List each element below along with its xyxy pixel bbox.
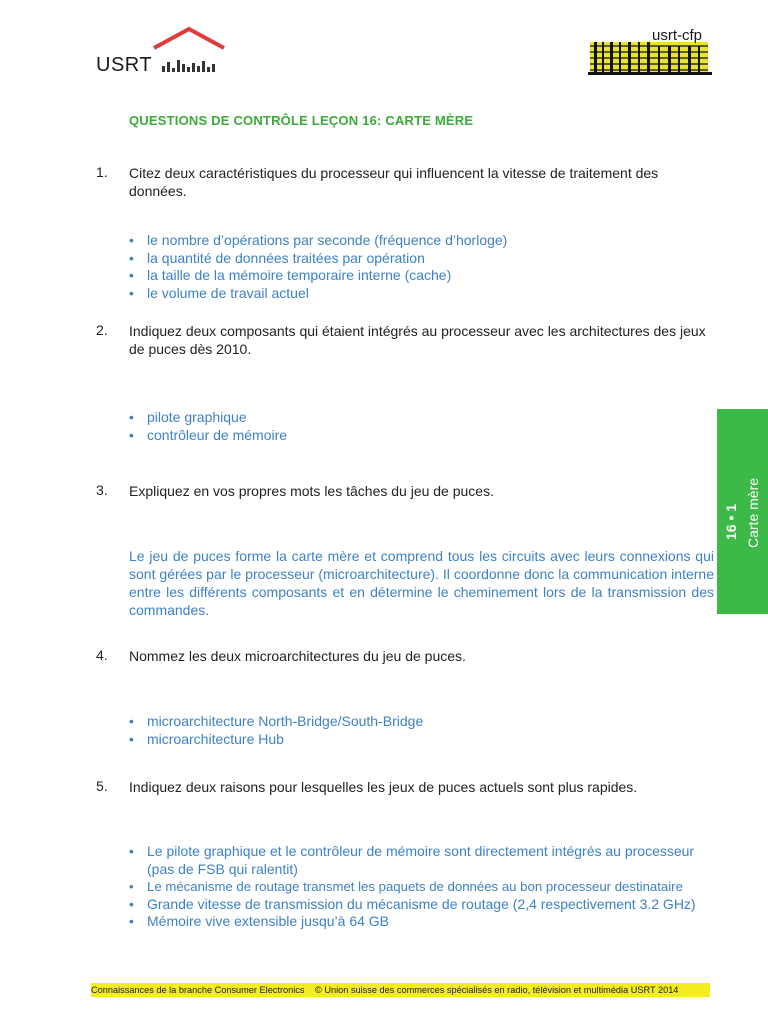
footer-left-text: Connaissances de la branche Consumer Electronics [91,985,305,995]
question-text: Citez deux caractéristiques du processeur qui influencent la vitesse de traitement des données. [129,165,659,199]
answer-item: • la taille de la mémoire temporaire interne (cache) [129,267,719,285]
question-number: 3. [96,482,108,498]
question-text: Indiquez deux composants qui étaient intégrés au processeur avec les architectures des jeux de puces dès 2010. [129,323,706,357]
answer-item: • microarchitecture Hub [129,731,719,749]
question-text: Nommez les deux microarchitectures du jeu de puces. [129,648,466,664]
chapter-label: Carte mère [745,477,761,548]
footer [91,983,710,997]
answer-list [129,843,699,931]
page-title: QUESTIONS DE CONTRÔLE LEÇON 16: CARTE MÈRE [129,113,474,128]
question-number: 4. [96,647,108,663]
answer-item: • microarchitecture North-Bridge/South-Bridge [129,713,719,731]
chapter-side-tab [717,409,768,614]
answer-item: • contrôleur de mémoire [129,427,719,445]
answer-item: • Le mécanisme de routage transmet les paquets de données au bon processeur destinataire [129,878,699,896]
answer-list [129,409,719,444]
footer-copyright: © Union suisse des commerces spécialisés en radio, télévision et multimédia USRT 2014 [315,985,679,995]
answer-list [129,713,719,748]
usrt-logo-text: USRT [96,54,153,76]
house-logo-icon [152,26,226,76]
answer-list [129,232,719,302]
answer-item: • le volume de travail actuel [129,285,719,303]
question-text: Indiquez deux raisons pour lesquelles les jeux de puces actuels sont plus rapides. [129,779,638,795]
question-number: 1. [96,164,108,180]
answer-item: • pilote graphique [129,409,719,427]
answer-item: • le nombre d’opérations par seconde (fréquence d’horloge) [129,232,719,250]
answer-item: • Grande vitesse de transmission du mécanisme de routage (2,4 respectivement 3.2 GHz) [129,896,699,914]
question-number: 5. [96,778,108,794]
answer-item: • Mémoire vive extensible jusqu’à 64 GB [129,913,699,931]
question-text: Expliquez en vos propres mots les tâches du jeu de puces. [129,483,494,499]
question-number: 2. [96,322,108,338]
chapter-number: 16 • 1 [723,503,739,540]
usrt-cfp-logo-text: usrt-cfp [652,27,703,44]
answer-item: • la quantité de données traitées par opération [129,250,719,268]
answer-item: • Le pilote graphique et le contrôleur de mémoire sont directement intégrés au processeur (pas de FSB qui ralentit) [129,843,699,878]
answer-paragraph: Le jeu de puces forme la carte mère et comprend tous les circuits avec leurs connexions qui sont gérées par le processeur (microarchitecture). Il coordonne donc la communication interne entre les différents composants et en détermine le cheminement lors de la transmission des commandes. [129,548,714,618]
